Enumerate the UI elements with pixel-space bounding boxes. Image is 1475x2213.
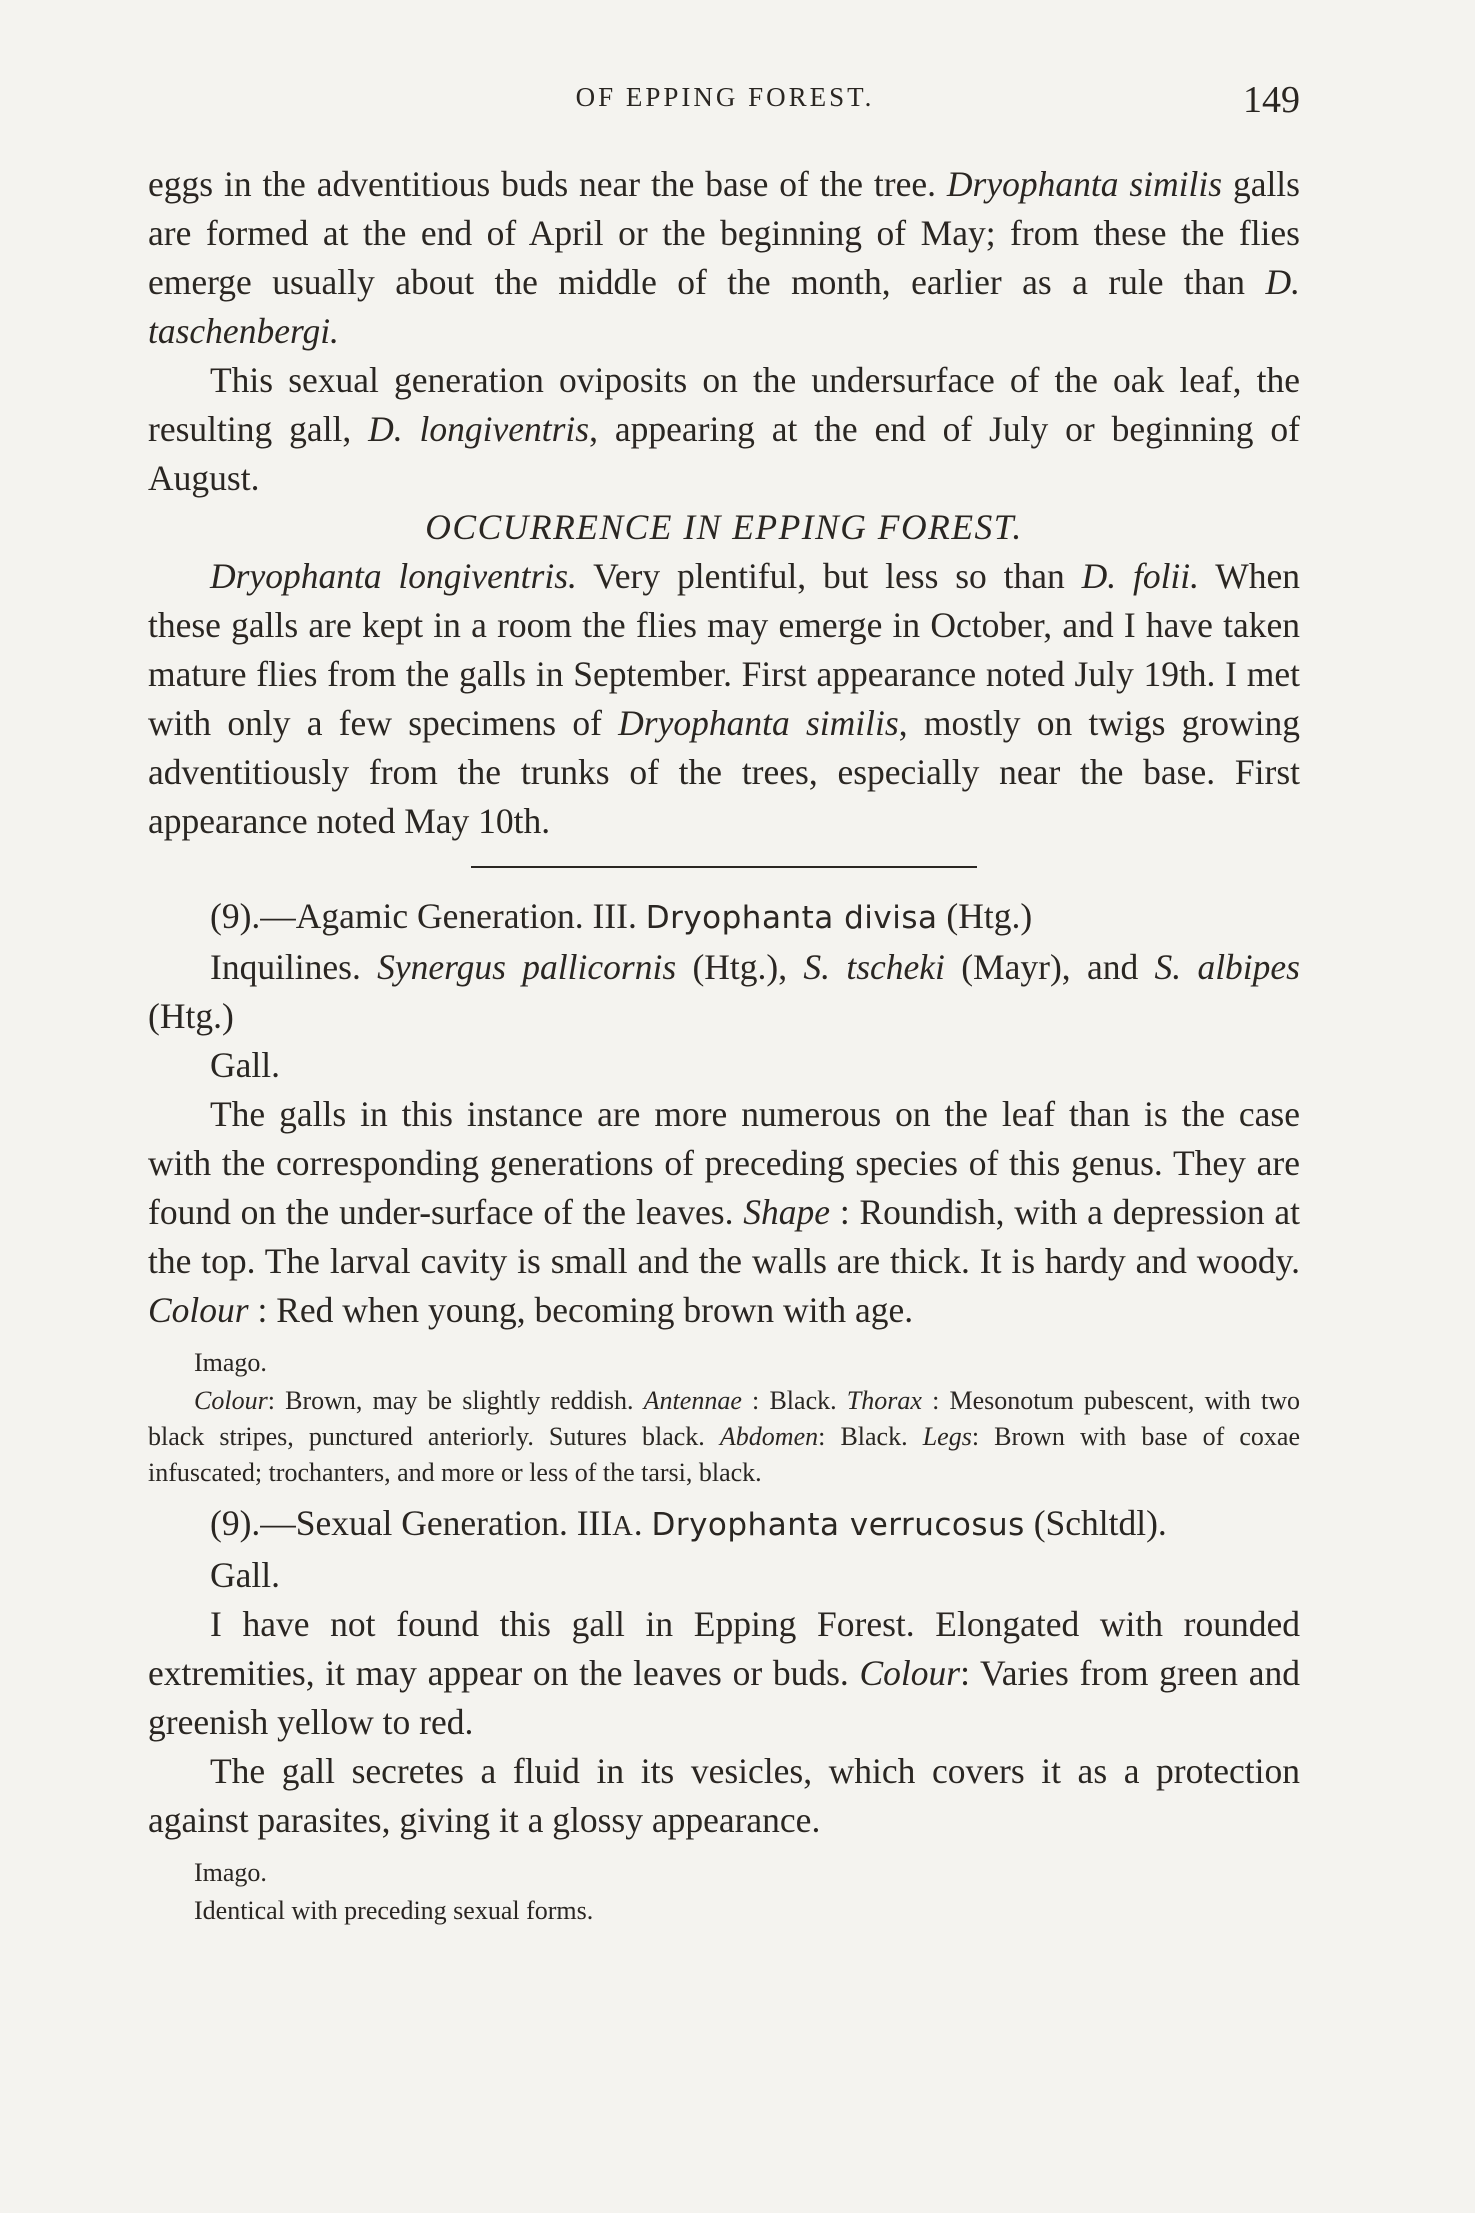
paragraph-continuation: eggs in the adventitious buds near the base of the tree. Dryophanta similis galls are formed at the end of April or the beginning of May; from these the flies emerge usually about the middle of the month, earlier as a rule than D. taschenbergi. xyxy=(148,164,1300,351)
entry-9-imago-description: Colour: Brown, may be slightly reddish. Antennae : Black. Thorax : Mesonotum pubescent, with two black stripes, punctured anteriorly. Sutures black. Abdomen: Black. Legs: Brown with base of coxae infuscated; trochanters, and more or less of the tarsi, black. xyxy=(148,1386,1300,1487)
page-header xyxy=(150,78,1300,128)
entry-9a-imago-label: Imago. xyxy=(194,1858,267,1887)
page-number: 149 xyxy=(1243,79,1300,121)
entry-9a-fluid-paragraph: The gall secretes a fluid in its vesicles, which covers it as a protection against parasites, giving it a glossy appearance. xyxy=(148,1751,1300,1840)
entry-9a-gall-label: Gall. xyxy=(210,1555,280,1595)
entry-9a-heading: (9).—Sexual Generation. IIIA. Dryophanta verrucosus (Schltdl). xyxy=(210,1503,1167,1543)
entry-9-inquilines: Inquilines. Synergus pallicornis (Htg.), S. tscheki (Mayr), and S. albipes (Htg.) xyxy=(148,947,1300,1036)
section-divider xyxy=(471,866,977,868)
entry-9a-imago-description: Identical with preceding sexual forms. xyxy=(194,1896,594,1925)
occurrence-heading: OCCURRENCE IN EPPING FOREST. xyxy=(425,507,1023,547)
running-head: OF EPPING FOREST. xyxy=(575,82,875,112)
paragraph-occurrence: Dryophanta longiventris. Very plentiful, but less so than D. folii. When these galls are kept in a room the flies may emerge in October, and I have taken mature flies from the galls in September. First appearance noted July 19th. I met with only a few specimens of Dryophanta similis, mostly on twigs growing adventitiously from the trunks of the trees, especially near the base. First appearance noted May 10th. xyxy=(148,556,1301,841)
paragraph-sexual-generation: This sexual generation oviposits on the undersurface of the oak leaf, the resulting gall, D. longiventris, appearing at the end of July or beginning of August. xyxy=(148,360,1301,498)
entry-9a-gall-description: I have not found this gall in Epping Forest. Elongated with rounded extremities, it may appear on the leaves or buds. Colour: Varies from green and greenish yellow to red. xyxy=(148,1604,1300,1742)
entry-9-gall-description: The galls in this instance are more numerous on the leaf than is the case with the corresponding generations of preceding species of this genus. They are found on the under-surface of the leaves. Shape : Roundish, with a depression at the top. The larval cavity is small and the walls are thick. It is hardy and woody. Colour : Red when young, becoming brown with age. xyxy=(148,1094,1300,1330)
entry-9-imago-label: Imago. xyxy=(194,1348,267,1377)
page-body xyxy=(148,160,1300,1929)
entry-9-gall-label: Gall. xyxy=(210,1045,280,1085)
entry-9-heading: (9).—Agamic Generation. III. Dryophanta divisa (Htg.) xyxy=(210,896,1033,936)
